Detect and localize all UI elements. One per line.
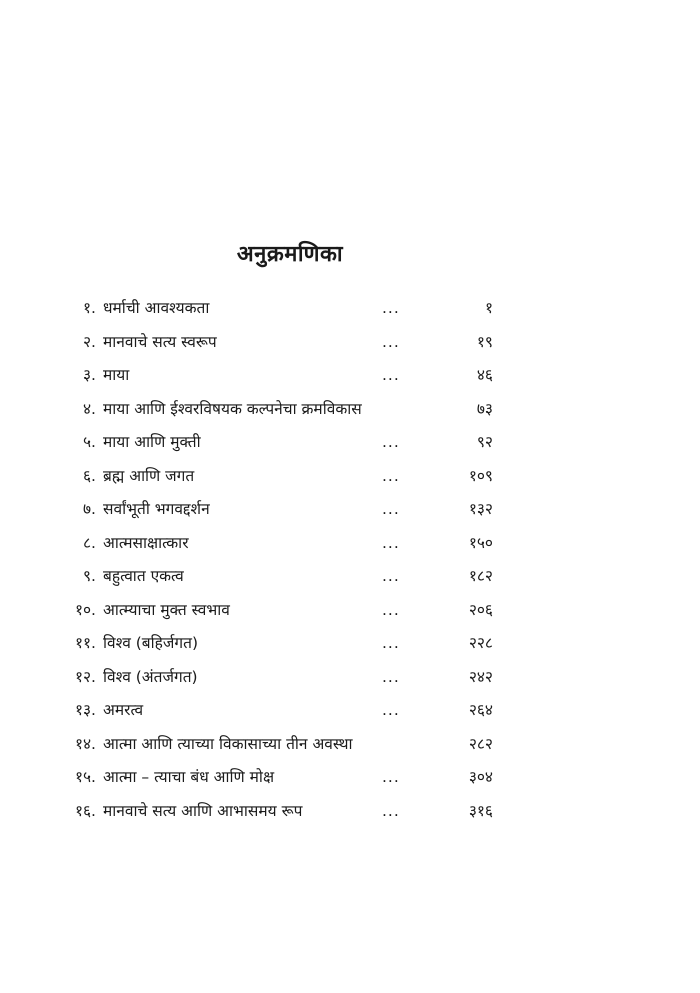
toc-entry bbox=[0, 326, 700, 360]
page-number: ३१६ bbox=[468, 801, 493, 820]
chapter-title: विश्व (अंतर्जगत) bbox=[103, 667, 198, 686]
chapter-number: १. bbox=[83, 299, 96, 317]
chapter-number: १४. bbox=[74, 734, 96, 753]
chapter-number: १५. bbox=[74, 768, 96, 786]
leader-dots: ... bbox=[382, 634, 400, 652]
toc-entry bbox=[0, 694, 700, 728]
table-of-contents bbox=[0, 292, 700, 828]
page-number: २८२ bbox=[468, 734, 493, 753]
chapter-title: आत्मा – त्याचा बंध आणि मोक्ष bbox=[103, 768, 275, 786]
leader-dots: ... bbox=[382, 667, 400, 686]
page-number: ३०४ bbox=[468, 768, 493, 786]
chapter-title: ब्रह्म आणि जगत bbox=[103, 466, 195, 485]
chapter-title: माया आणि मुक्ती bbox=[103, 433, 201, 451]
page-number: २२८ bbox=[468, 634, 493, 652]
page-number: १३२ bbox=[468, 500, 493, 518]
chapter-title: सर्वांभूती भगवद्दर्शन bbox=[103, 500, 210, 518]
chapter-number: १२. bbox=[74, 667, 96, 686]
page-number: ४६ bbox=[476, 366, 493, 384]
page-number: १५० bbox=[468, 533, 493, 552]
chapter-title: मानवाचे सत्य आणि आभासमय रूप bbox=[103, 801, 303, 820]
leader-dots: ... bbox=[382, 299, 400, 317]
chapter-number: ३. bbox=[83, 366, 96, 384]
chapter-number: १६. bbox=[74, 801, 96, 820]
page-number: २६४ bbox=[468, 701, 493, 719]
chapter-title: अमरत्व bbox=[103, 701, 144, 719]
leader-dots: ... bbox=[382, 533, 400, 552]
chapter-number: ६. bbox=[83, 466, 96, 485]
leader-dots: ... bbox=[382, 433, 400, 451]
toc-entry bbox=[0, 527, 700, 561]
chapter-number: ७. bbox=[83, 500, 96, 518]
leader-dots: ... bbox=[382, 567, 400, 585]
page-number: २४२ bbox=[468, 667, 493, 686]
leader-dots: ... bbox=[382, 366, 400, 384]
toc-entry bbox=[0, 728, 700, 762]
chapter-number: ४. bbox=[83, 399, 96, 418]
chapter-title: बहुत्वात एकत्व bbox=[103, 567, 184, 585]
page-number: १९ bbox=[476, 332, 493, 351]
chapter-number: ९. bbox=[83, 567, 96, 585]
leader-dots: ... bbox=[382, 332, 400, 351]
chapter-number: १३. bbox=[74, 701, 96, 719]
toc-entry bbox=[0, 594, 700, 628]
toc-entry bbox=[0, 393, 700, 427]
leader-dots: ... bbox=[382, 701, 400, 719]
chapter-title: माया bbox=[103, 366, 130, 384]
chapter-number: १०. bbox=[74, 600, 96, 619]
toc-entry bbox=[0, 661, 700, 695]
toc-entry bbox=[0, 292, 700, 326]
page-number: २०६ bbox=[468, 600, 493, 619]
toc-entry bbox=[0, 627, 700, 661]
toc-entry bbox=[0, 460, 700, 494]
chapter-title: आत्मा आणि त्याच्या विकासाच्या तीन अवस्था bbox=[103, 734, 353, 753]
chapter-number: ८. bbox=[83, 533, 96, 552]
page-number: ७३ bbox=[476, 399, 493, 418]
chapter-title: आत्म्याचा मुक्त स्वभाव bbox=[103, 600, 230, 619]
page-number: १ bbox=[484, 299, 493, 317]
chapter-title: मानवाचे सत्य स्वरूप bbox=[103, 332, 217, 351]
chapter-title: विश्व (बहिर्जगत) bbox=[103, 634, 199, 652]
toc-entry bbox=[0, 359, 700, 393]
toc-entry bbox=[0, 426, 700, 460]
chapter-number: ११. bbox=[74, 634, 96, 652]
toc-entry bbox=[0, 761, 700, 795]
leader-dots: ... bbox=[382, 600, 400, 619]
page-number: १८२ bbox=[468, 567, 493, 585]
page-number: ९२ bbox=[476, 433, 493, 451]
page-number: १०९ bbox=[468, 466, 493, 485]
chapter-title: माया आणि ईश्वरविषयक कल्पनेचा क्रमविकास bbox=[103, 399, 362, 418]
chapter-number: २. bbox=[83, 332, 96, 351]
leader-dots: ... bbox=[382, 466, 400, 485]
toc-entry bbox=[0, 493, 700, 527]
leader-dots: ... bbox=[382, 500, 400, 518]
chapter-title: धर्माची आवश्यकता bbox=[103, 299, 210, 317]
leader-dots: ... bbox=[382, 768, 400, 786]
toc-entry bbox=[0, 560, 700, 594]
chapter-number: ५. bbox=[83, 433, 96, 451]
page-title: अनुक्रमणिका bbox=[236, 242, 344, 267]
toc-entry bbox=[0, 795, 700, 829]
leader-dots: ... bbox=[382, 801, 400, 820]
chapter-title: आत्मसाक्षात्कार bbox=[103, 533, 189, 552]
